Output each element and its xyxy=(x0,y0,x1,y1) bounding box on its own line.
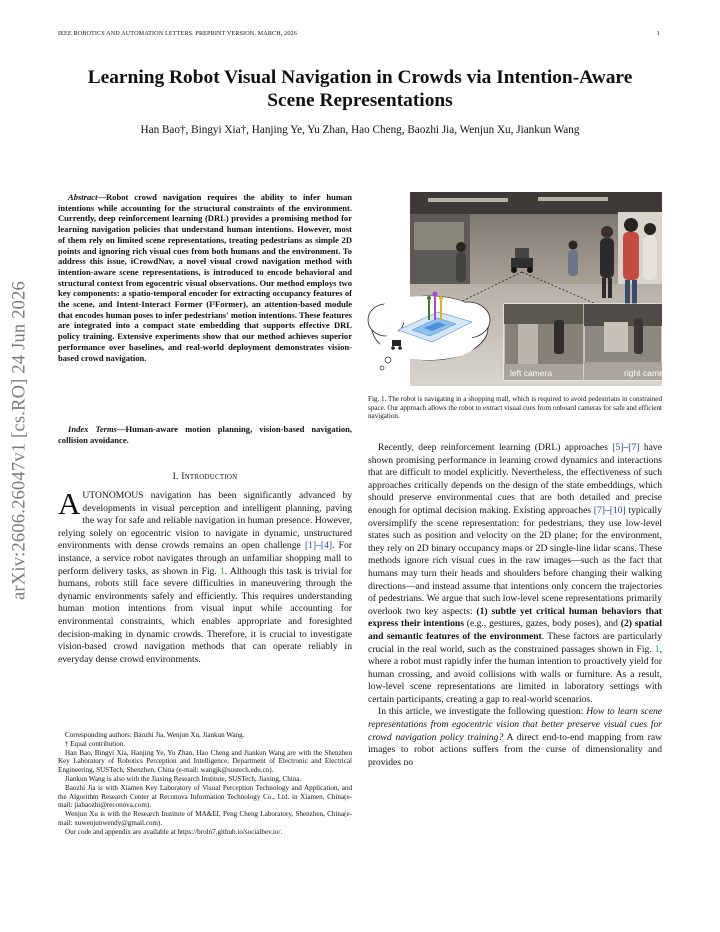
abstract xyxy=(58,192,352,363)
author-list: Han Bao†, Bingyi Xia†, Hanjing Ye, Yu Zhan, Hao Cheng, Baozhi Jia, Wenjun Xu, Jiankun Wang xyxy=(140,124,580,136)
paragraph xyxy=(368,442,662,706)
figure-1-illustration xyxy=(368,192,672,386)
footnote: Corresponding authors: Baozhi Jia, Wenjun Xu, Jiankun Wang. xyxy=(65,731,245,739)
emphasis: (1) subtle yet critical human behaviors that express their intentions xyxy=(368,605,662,630)
text: In this article, we investigate the following question: xyxy=(378,706,587,718)
text: A direct end-to-end mapping from raw images to robot actions suffers from the curse of dimensionality and provides no xyxy=(368,731,663,768)
citation-link[interactable]: [1] xyxy=(304,540,317,552)
figure-link[interactable]: 1 xyxy=(220,565,225,577)
intro-text-a: UTONOMOUS navigation has been significantly advanced by developments in visual perception and intelligent planning, paving the way for safe and reliable navigation in human presence. However, relying solely on egocentric vision to navigate in dynamic, unstructured environments with dense crowds remains an open challenge xyxy=(58,490,352,552)
emphasis: (2) spatial and semantic features of the environment xyxy=(368,618,662,642)
index-terms xyxy=(58,424,352,445)
intro-text-c: . For instance, a service robot navigates through an unfamiliar shopping mall to perform delivery tasks, as shown in Fig. xyxy=(58,540,352,577)
right-camera-label: right camera xyxy=(624,368,672,378)
citation-link[interactable]: [10] xyxy=(609,504,626,516)
citation-link[interactable]: [4] xyxy=(320,540,333,552)
abstract-text: —Robot crowd navigation requires the ability to infer human intentions while accounting for the structural constraints of the environment. Currently, deep reinforcement learning (DRL) provides a promising method for learning navigation policies that understand human intentions. However, most of them rely on limited scene representations, treating pedestrians as simple 2D points and ignoring rich visual cues from both humans and the environment. To address this issue, iCrowdNav, a novel visual crowd navigation method with intention-aware scene representations, is introduced to encode behavioral and structural context from egocentric visual observations. Our method employs two key components: a spatio-temporal encoder for extracting occupancy features of the scene, and Intent-Interact Former (I²Former), an attention-based module that encodes human poses to infer pedestrians' motion intentions. These features are integrated into a compact state embedding that supports effective DRL policy training. Extensive experiments show that our method achieves superior performance over baselines, and real-world deployment demonstrates vision-based crowd navigation. xyxy=(58,192,352,363)
title-line-2: Scene Representations xyxy=(267,90,453,111)
title-line-1: Learning Robot Visual Navigation in Crowds via Intention-Aware xyxy=(87,67,633,88)
paper-title xyxy=(40,66,680,112)
running-header: IEEE ROBOTICS AND AUTOMATION LETTERS. PREPRINT VERSION. MARCH, 2026 xyxy=(58,30,297,37)
figure-1 xyxy=(368,192,672,386)
footnote: † Equal contribution. xyxy=(65,739,126,748)
footnote: Jiankun Wang is also with the Jiaxing Research Institute, SUSTech, Jiaxing, China. xyxy=(65,774,302,783)
paragraph xyxy=(368,706,662,769)
footnote: Baozhi Jia is with Xiamen Key Laboratory of Visual Perception Technology and Application, and the Algorithm Research Center at Reconova Information Technology Co., Ltd. in Xiamen, China(e-mail: jiabaozhi@reconova.com). xyxy=(58,783,352,810)
page-number: 1 xyxy=(656,30,660,37)
section-heading xyxy=(58,471,352,482)
footnote: Our code and appendix are available at https://broln7.github.io/socialbev.io/. xyxy=(65,827,283,836)
text: . These factors are particularly crucial in the real world, such as the constrained passages shown in Fig. xyxy=(368,630,662,655)
research-question: How to learn scene representations from egocentric vision that better preserve visual cues for crowd navigation policy training? xyxy=(368,706,663,743)
citation-link[interactable]: [5] xyxy=(612,442,624,453)
section-heading-text: I. Introduction xyxy=(172,471,238,482)
text: – xyxy=(604,504,610,516)
footnotes xyxy=(58,731,352,837)
index-terms-text: —Human-aware motion planning, vision-based navigation, collision avoidance. xyxy=(58,424,352,445)
citation-link[interactable]: [7] xyxy=(628,442,640,453)
intro-text-d: . Although this task is trivial for humans, robots still face severe difficulties in maneuvering through the dynamic environments safely and efficiently. This requires understanding human motion intentions from visual input while accounting for environmental constraints, which enables appropriate and foresighted decision-making in dynamic crowds. Therefore, it is crucial to investigate vision-based crowd navigation methods that can operate reliably in everyday dense crowd environments. xyxy=(58,565,352,665)
abstract-label: Abstract xyxy=(68,192,98,202)
text: typically oversimplify the scene representation: for pedestrians, they use low-level states such as position and velocity on the 2D plane; for the environment, they rely on 2D binary occupancy maps or 2D single-line lidar scans. These methods ignore rich visual cues in the raw images—such as the fact that humans may turn their heads and shoulders before changing their walking directions—and instead assume that intentions only concern the trajectories of pedestrians. We argue that such low-level scene representations primarily overlook two key aspects: xyxy=(368,504,662,617)
text: , where a robot must rapidly infer the human intention to proactively yield for human crossing, and avoid collisions with walls or furniture. As a result, low-level scene representations are limited in laboratory settings with certain participants, creating a gap to real-world scenarios. xyxy=(368,643,662,705)
text: Recently, deep reinforcement learning (DRL) approaches xyxy=(378,442,613,453)
arxiv-stamp: arXiv:2606.26047v1 [cs.RO] 24 Jun 2026 xyxy=(9,281,30,600)
right-column-text xyxy=(368,442,662,769)
figure-link[interactable]: 1 xyxy=(654,643,660,655)
index-terms-label: Index Terms xyxy=(68,424,117,434)
text: have shown promising performance in learning crowd dynamics and interactions that are difficult to model explicitly. Nevertheless, the effectiveness of such approaches critically depends on the design of the state embeddings, which should preserve environmental cues that are both detailed and precise enough for optimal decision making. Existing approaches xyxy=(368,442,662,516)
intro-text-b: – xyxy=(316,540,321,552)
dropcap: A xyxy=(58,486,81,521)
text: (e.g., gestures, gazes, body poses), and xyxy=(463,618,621,630)
text: – xyxy=(623,442,629,453)
left-camera-label: left camera xyxy=(510,368,553,378)
intro-paragraph xyxy=(58,486,352,666)
footnote: Han Bao, Bingyi Xia, Hanjing Ye, Yu Zhan, Hao Cheng and Jiankun Wang are with the Shenzhen Key Laboratory of Robotics Perception and Intelligence, Department of Electronic and Electrical Engineering, SUSTech, Shenzhen, China (e-mail: wangjk@sustech.edu.cn). xyxy=(58,748,352,775)
footnote: Wenjun Xu is with the Research Institute of MA&EI, Peng Cheng Laboratory, Shenzhen, China(e-mail: xuwenjunwendy@gmail.com). xyxy=(58,810,352,827)
citation-link[interactable]: [7] xyxy=(593,504,605,516)
figure-caption: Fig. 1. The robot is navigating in a shopping mall, which is required to avoid pedestrians in constrained space. Our approach allows the robot to extract visual cues from onboard cameras for safe and efficient navigation. xyxy=(368,395,662,421)
